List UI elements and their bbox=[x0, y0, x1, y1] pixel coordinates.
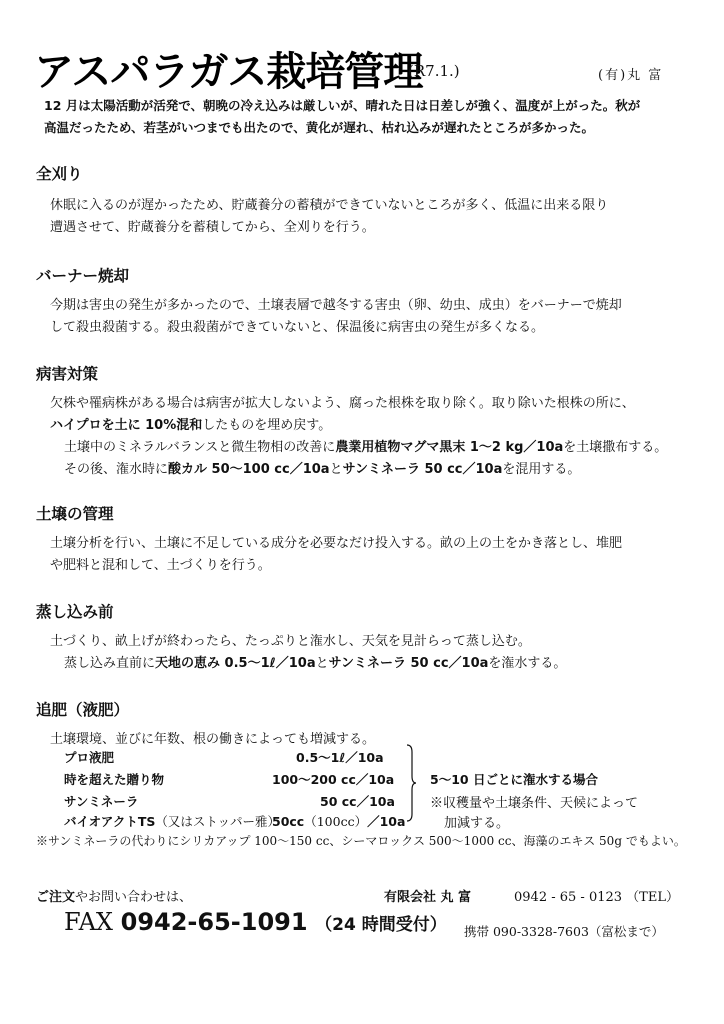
burner-line-1: 今期は害虫の発生が多かったので、土壌表層で越冬する害虫（卵、幼虫、成虫）をバーナーで焼却 bbox=[50, 298, 622, 313]
disease-line-2-rest: したものを埋め戻す。 bbox=[202, 418, 332, 433]
topdress-item-amount: 100～200 cc／10a bbox=[272, 772, 395, 787]
steam-line-2-pre: 蒸し込み直前に bbox=[64, 656, 156, 671]
disease-line-3-pre: 土壌中のミネラルバランスと微生物相の改善に bbox=[64, 440, 336, 455]
soil-line-1: 土壌分析を行い、土壌に不足している成分を必要なだけ投入する。畝の上の土をかき落とし、堆肥 bbox=[50, 536, 623, 551]
topdress-item-name: プロ液肥 bbox=[64, 750, 115, 765]
disease-line-1: 欠株や罹病株がある場合は病害が拡大しないよう、腐った根株を取り除く。取り除いた根株の所に、 bbox=[50, 396, 635, 411]
section-heading-zenkari: 全刈り bbox=[36, 165, 83, 183]
disease-bold-sanminera: サンミネーラ 50 cc／10a bbox=[342, 462, 503, 477]
section-heading-soil: 土壌の管理 bbox=[36, 505, 114, 523]
disease-bold-hypro: ハイプロを土に 10%混和 bbox=[50, 418, 203, 433]
topdress-item-amount: 50 cc／10a bbox=[320, 794, 395, 809]
inquiry-bold: ご注文 bbox=[36, 890, 76, 905]
topdress-item-amount-unit: ／10a bbox=[367, 814, 406, 829]
soil-line-2: や肥料と混和して、土づくりを行う。 bbox=[50, 558, 271, 573]
tel-number: 0942 - 65 - 0123 （TEL） bbox=[514, 890, 679, 905]
company-name-header: (有)丸 富 bbox=[598, 68, 664, 83]
fax-hours: （24 時間受付） bbox=[315, 915, 447, 935]
company-name-footer: 有限会社 丸 富 bbox=[384, 890, 472, 905]
topdress-item-name-main: バイオアクトTS bbox=[64, 814, 156, 829]
disease-line-3 bbox=[64, 436, 667, 455]
disease-line-4-post: を混用する。 bbox=[502, 462, 581, 477]
topdress-item-amount-main: 50cc bbox=[272, 814, 305, 829]
fax-line bbox=[64, 908, 447, 936]
steam-line-2 bbox=[64, 652, 566, 671]
steam-line-2-mid: と bbox=[315, 656, 329, 671]
page-title: アスパラガス栽培管理 bbox=[34, 49, 423, 95]
intro-line-1: 12 月は太陽活動が活発で、朝晩の冷え込みは厳しいが、晴れた日は日差しが強く、温度が上がった。秋が bbox=[44, 98, 641, 113]
section-heading-steam: 蒸し込み前 bbox=[36, 603, 114, 621]
zenkari-line-2: 遭遇させて、貯蔵養分を蓄積してから、全刈りを行う。 bbox=[50, 220, 375, 235]
fax-number: 0942-65-1091 bbox=[120, 908, 308, 936]
disease-line-2 bbox=[50, 414, 331, 433]
steam-bold-tenchi: 天地の恵み 0.5～1ℓ／10a bbox=[155, 656, 316, 671]
topdress-side-schedule: 5～10 日ごとに潅水する場合 bbox=[430, 772, 598, 787]
disease-line-4-mid: と bbox=[329, 462, 343, 477]
topdress-item-name: サンミネーラ bbox=[64, 794, 139, 809]
disease-line-3-post: を土壌撒布する。 bbox=[563, 440, 668, 455]
steam-line-2-post: を潅水する。 bbox=[488, 656, 567, 671]
inquiry-text bbox=[36, 886, 192, 905]
section-heading-burner: バーナー焼却 bbox=[36, 267, 130, 285]
topdress-item-amount: 0.5～1ℓ／10a bbox=[296, 750, 384, 765]
topdress-item-amount-note: （100cc） bbox=[304, 814, 368, 829]
disease-bold-sancal: 酸カル 50～100 cc／10a bbox=[168, 462, 330, 477]
disease-line-4 bbox=[64, 458, 580, 477]
disease-bold-magma: 農業用植物マグマ黒末 1～2 kg／10a bbox=[335, 440, 564, 455]
topdress-alternative-note: ※サンミネーラの代わりにシリカアップ 100～150 cc、シーマロックス 500～1000 cc、海藻のエキス 50g でもよい。 bbox=[36, 834, 686, 848]
inquiry-rest: やお問い合わせは、 bbox=[75, 890, 193, 905]
topdress-item-name bbox=[64, 812, 280, 830]
section-heading-topdress: 追肥（液肥） bbox=[36, 701, 130, 719]
section-heading-disease: 病害対策 bbox=[36, 365, 99, 383]
topdress-side-note-2: 加減する。 bbox=[444, 816, 510, 831]
topdress-item-name: 時を超えた贈り物 bbox=[64, 772, 165, 787]
issue-date: (R7.1.) bbox=[408, 62, 460, 80]
curly-brace-icon bbox=[406, 744, 416, 822]
mobile-number: 携帯 090-3328-7603（富松まで） bbox=[464, 924, 664, 939]
disease-line-4-pre: その後、潅水時に bbox=[64, 462, 169, 477]
zenkari-line-1: 休眠に入るのが遅かったため、貯蔵養分の蓄積ができていないところが多く、低温に出来る限り bbox=[50, 198, 609, 213]
topdress-line-1: 土壌環境、並びに年数、根の働きによっても増減する。 bbox=[50, 732, 376, 747]
steam-bold-sanminera: サンミネーラ 50 cc／10a bbox=[328, 656, 489, 671]
intro-line-2: 高温だったため、若茎がいつまでも出たので、黄化が遅れ、枯れ込みが遅れたところが多かった。 bbox=[44, 120, 595, 135]
topdress-side-note-1: ※収穫量や土壌条件、天候によって bbox=[430, 796, 639, 811]
burner-line-2: して殺虫殺菌する。殺虫殺菌ができていないと、保温後に病害虫の発生が多くなる。 bbox=[50, 320, 545, 335]
topdress-item-name-note: （又はストッパー雅） bbox=[155, 814, 281, 829]
topdress-item-amount bbox=[272, 812, 405, 830]
fax-label: FAX bbox=[64, 908, 113, 936]
steam-line-1: 土づくり、畝上げが終わったら、たっぷりと潅水し、天気を見計らって蒸し込む。 bbox=[50, 634, 531, 649]
